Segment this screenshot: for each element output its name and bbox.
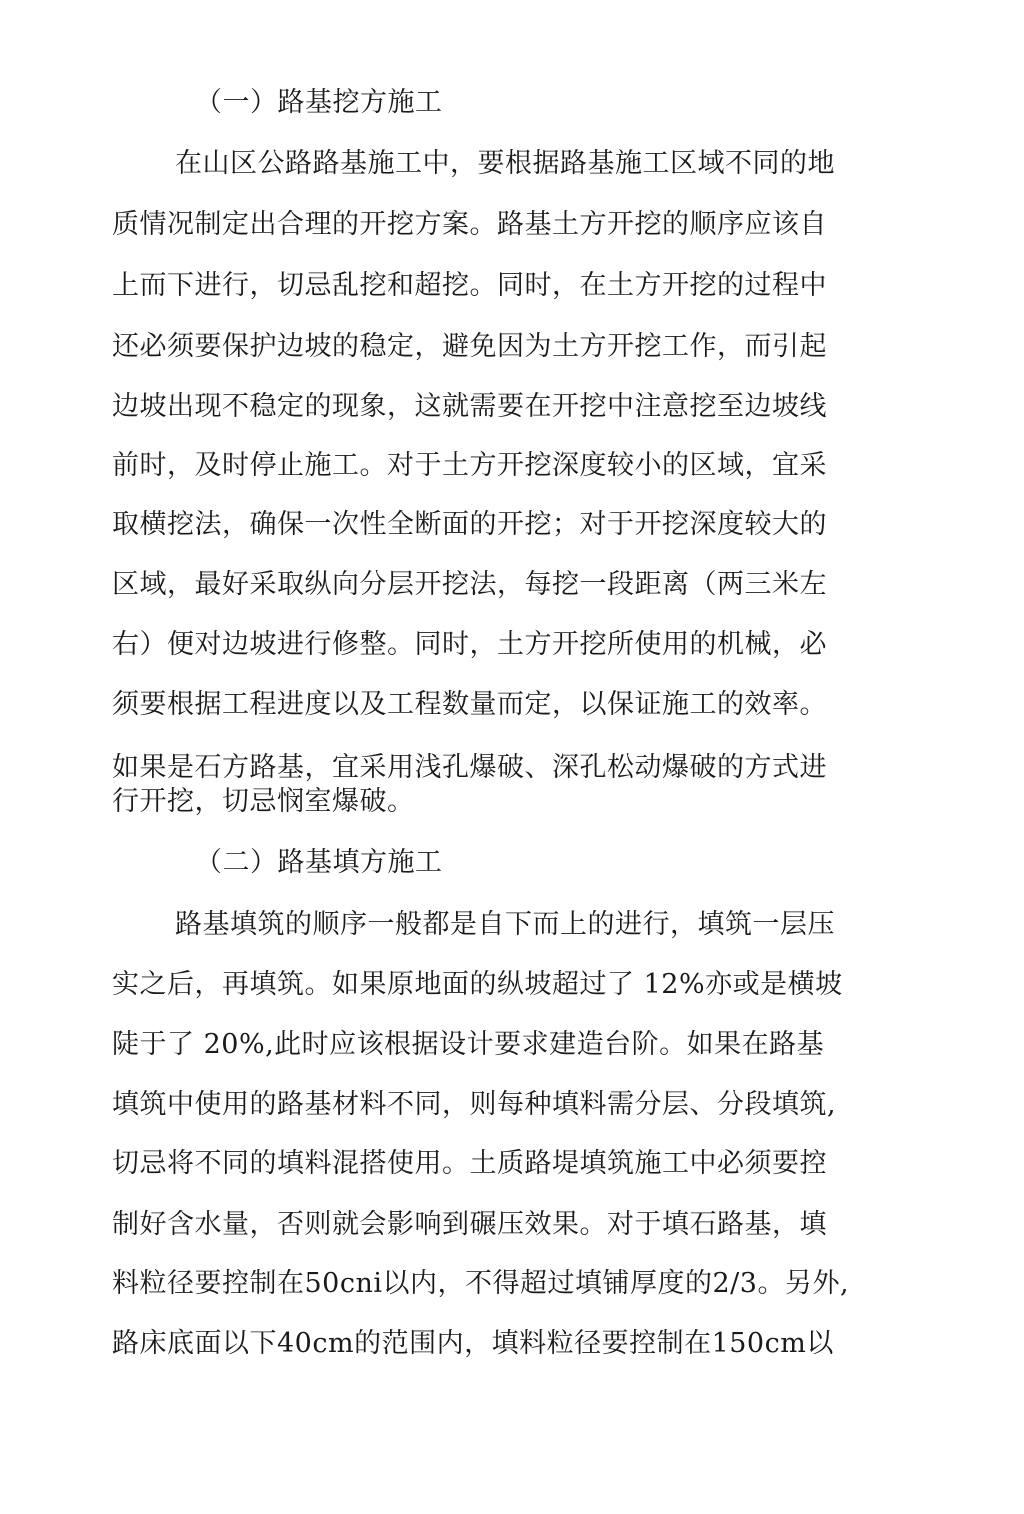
paragraph-line: 切忌将不同的填料混搭使用。土质路堤填筑施工中必须要控 [112, 1148, 827, 1179]
paragraph-line: 上而下进行，切忌乱挖和超挖。同时，在土方开挖的过程中 [112, 270, 827, 301]
paragraph-line: 实之后，再填筑。如果原地面的纵坡超过了 12%亦或是横坡 [112, 969, 843, 1000]
paragraph-line: 路床底面以下40cm的范围内，填料粒径要控制在150cm以 [112, 1328, 834, 1359]
paragraph-line: 填筑中使用的路基材料不同，则每种填料需分层、分段填筑, [112, 1089, 837, 1120]
paragraph-line: 陡于了 20%,此时应该根据设计要求建造台阶。如果在路基 [112, 1029, 825, 1060]
paragraph-line: 还必须要保护边坡的稳定，避免因为土方开挖工作，而引起 [112, 331, 827, 362]
paragraph-line: 前时，及时停止施工。对于土方开挖深度较小的区域，宜采 [112, 450, 827, 481]
section-heading-excavation: （一）路基挖方施工 [195, 87, 443, 118]
paragraph-line: 右）便对边坡进行修整。同时，土方开挖所使用的机械，必 [112, 629, 827, 660]
paragraph-line: 料粒径要控制在50cni以内，不得超过填铺厚度的2/3。另外, [112, 1268, 850, 1299]
paragraph-line: 质情况制定出合理的开挖方案。路基土方开挖的顺序应该自 [112, 209, 827, 240]
paragraph-line: 取横挖法，确保一次性全断面的开挖；对于开挖深度较大的 [112, 509, 827, 540]
paragraph-line: 区域，最好采取纵向分层开挖法，每挖一段距离（两三米左 [112, 569, 827, 600]
paragraph-line: 如果是石方路基，宜采用浅孔爆破、深孔松动爆破的方式进 [112, 752, 827, 783]
paragraph-line: 边坡出现不稳定的现象，这就需要在开挖中注意挖至边坡线 [112, 391, 827, 422]
paragraph-line: 行开挖，切忌悯室爆破。 [112, 786, 415, 817]
paragraph-line: 制好含水量，否则就会影响到碾压效果。对于填石路基，填 [112, 1209, 827, 1240]
section-heading-filling: （二）路基填方施工 [195, 847, 443, 878]
paragraph-line: 须要根据工程进度以及工程数量而定，以保证施工的效率。 [112, 689, 827, 720]
paragraph-line: 路基填筑的顺序一般都是自下而上的进行，填筑一层压 [175, 909, 835, 940]
paragraph-line: 在山区公路路基施工中，要根据路基施工区域不同的地 [175, 148, 835, 179]
